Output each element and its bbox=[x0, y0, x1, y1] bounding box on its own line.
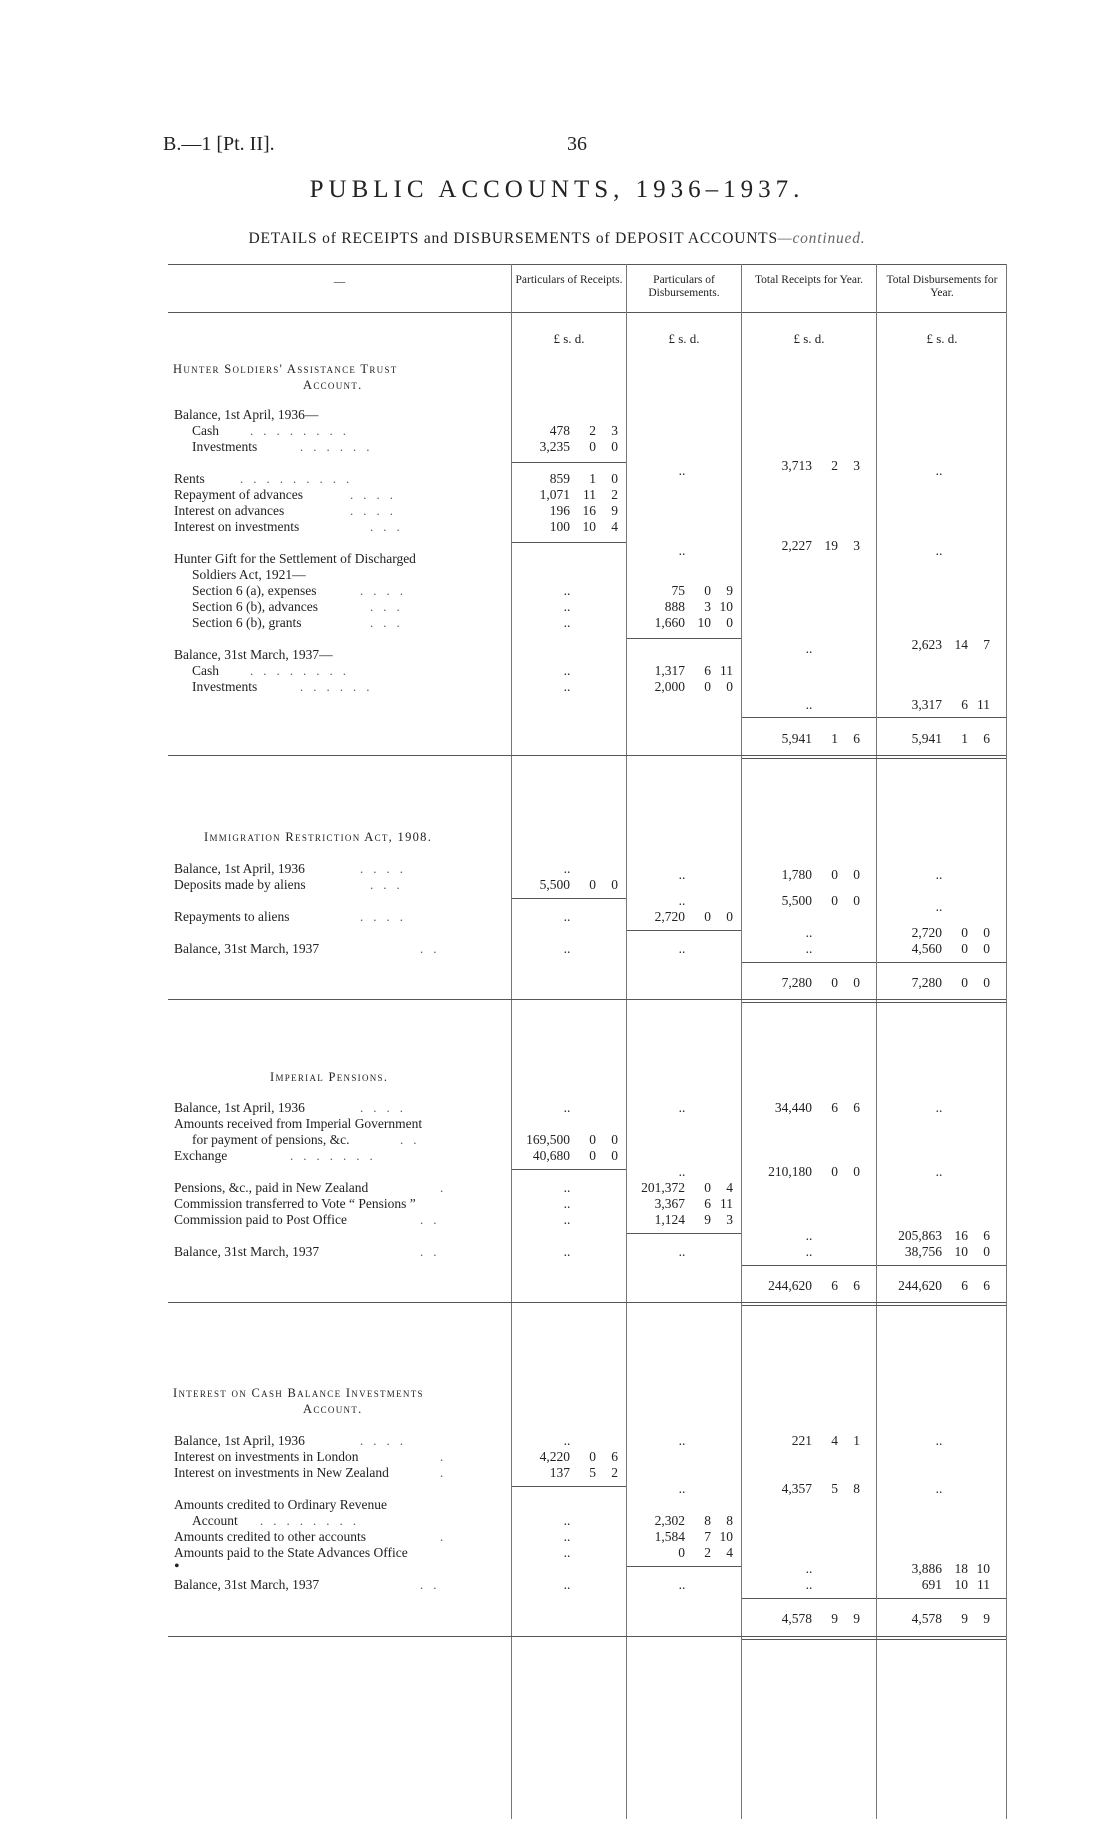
nil-dots: .. bbox=[935, 463, 943, 478]
column-divider bbox=[511, 264, 512, 1819]
subtotal-rule bbox=[512, 898, 626, 899]
page-number: 36 bbox=[567, 133, 587, 155]
table-top-rule bbox=[168, 264, 1006, 265]
currency-heading: £ s. d. bbox=[793, 331, 825, 346]
total-receipt-amount: 1,780 0 0 bbox=[781, 867, 860, 882]
row-label: Repayment of advances bbox=[174, 487, 303, 502]
nil-dots: .. bbox=[678, 1481, 686, 1496]
row-label: Pensions, &c., paid in New Zealand bbox=[174, 1180, 369, 1195]
row-label: Repayments to aliens bbox=[174, 909, 290, 924]
total-disbursement-amount: 3,317 6 11 bbox=[911, 697, 990, 712]
receipt-amount: 1,071 11 2 bbox=[539, 487, 618, 502]
currency-heading: £ s. d. bbox=[668, 331, 700, 346]
leader-dots: .... bbox=[360, 861, 413, 876]
row-label: Balance, 1st April, 1936 bbox=[174, 861, 305, 876]
section-heading: Account. bbox=[303, 1402, 363, 1416]
disbursement-amount: 1,317 6 11 bbox=[654, 663, 733, 678]
total-rule bbox=[742, 717, 876, 718]
total-receipt-amount: 210,180 0 0 bbox=[768, 1164, 860, 1179]
grand-total-receipts: 244,620 6 6 bbox=[768, 1278, 860, 1293]
subtitle-continued: —continued. bbox=[777, 230, 866, 247]
row-label: Balance, 31st March, 1937 bbox=[174, 1244, 320, 1259]
leader-dots: ........ bbox=[250, 423, 356, 438]
nil-dots: .. bbox=[935, 1164, 943, 1179]
header-bottom-rule bbox=[168, 312, 1006, 313]
grand-total-disbursements: 244,620 6 6 bbox=[898, 1278, 990, 1293]
disbursement-amount: 1,660 10 0 bbox=[654, 615, 733, 630]
row-label: Balance, 1st April, 1936— bbox=[174, 407, 319, 422]
header-blank: — bbox=[333, 276, 346, 288]
nil-dots: .. bbox=[563, 663, 571, 678]
receipt-amount: 196 16 9 bbox=[549, 503, 618, 518]
document-reference: B.—1 [Pt. II]. bbox=[163, 133, 275, 155]
leader-dots: ...... bbox=[300, 439, 380, 454]
bullet-mark: • bbox=[174, 1558, 180, 1575]
leader-dots: ........ bbox=[250, 663, 356, 678]
nil-dots: .. bbox=[563, 615, 571, 630]
grand-total-receipts: 5,941 1 6 bbox=[781, 731, 860, 746]
nil-dots: .. bbox=[805, 697, 813, 712]
leader-dots: .... bbox=[360, 583, 413, 598]
total-disbursement-amount: 691 10 11 bbox=[921, 1577, 990, 1592]
total-disbursement-amount: 2,720 0 0 bbox=[911, 925, 990, 940]
nil-dots: .. bbox=[563, 941, 571, 956]
total-disbursement-amount: 4,560 0 0 bbox=[911, 941, 990, 956]
nil-dots: .. bbox=[935, 1433, 943, 1448]
nil-dots: .. bbox=[678, 1577, 686, 1592]
section-rule bbox=[168, 999, 1006, 1000]
section-heading: Hunter Soldiers' Assistance Trust bbox=[173, 362, 398, 376]
total-receipt-amount: 3,713 2 3 bbox=[781, 458, 860, 473]
disbursement-amount: 3,367 6 11 bbox=[654, 1196, 733, 1211]
leader-dots: ........ bbox=[260, 1513, 366, 1528]
double-rule bbox=[742, 1002, 1006, 1003]
receipt-amount: 40,680 0 0 bbox=[532, 1148, 618, 1163]
grand-total-disbursements: 4,578 9 9 bbox=[911, 1611, 990, 1626]
nil-dots: .. bbox=[563, 679, 571, 694]
subtotal-rule bbox=[512, 1486, 626, 1487]
row-label: Amounts paid to the State Advances Office bbox=[174, 1545, 408, 1560]
row-label: Cash bbox=[192, 423, 219, 438]
row-label: Hunter Gift for the Settlement of Discharged bbox=[174, 551, 416, 566]
subtotal-rule bbox=[627, 1566, 741, 1567]
total-receipt-amount: 221 4 1 bbox=[791, 1433, 860, 1448]
leader-dots: .... bbox=[350, 503, 403, 518]
disbursement-amount: 0 2 4 bbox=[678, 1545, 733, 1560]
leader-dots: . bbox=[440, 1180, 454, 1195]
nil-dots: .. bbox=[805, 1561, 813, 1576]
section-rule bbox=[168, 1636, 1006, 1637]
row-label: Balance, 1st April, 1936 bbox=[174, 1433, 305, 1448]
row-label: Investments bbox=[192, 679, 258, 694]
total-rule bbox=[877, 717, 1006, 718]
nil-dots: .. bbox=[563, 1577, 571, 1592]
nil-dots: .. bbox=[678, 463, 686, 478]
leader-dots: . bbox=[440, 1465, 454, 1480]
nil-dots: .. bbox=[563, 909, 571, 924]
total-rule bbox=[742, 962, 876, 963]
total-disbursement-amount: 205,863 16 6 bbox=[898, 1228, 990, 1243]
nil-dots: .. bbox=[935, 899, 943, 914]
column-divider bbox=[626, 264, 627, 1819]
header-total-receipts: Total Receipts for Year. bbox=[754, 274, 864, 286]
leader-dots: .... bbox=[360, 1100, 413, 1115]
disbursement-amount: 2,302 8 8 bbox=[654, 1513, 733, 1528]
row-label: Account bbox=[192, 1513, 238, 1528]
double-rule bbox=[742, 1305, 1006, 1306]
leader-dots: . bbox=[440, 1529, 454, 1544]
disbursement-amount: 1,124 9 3 bbox=[654, 1212, 733, 1227]
total-receipt-amount: 4,357 5 8 bbox=[781, 1481, 860, 1496]
nil-dots: .. bbox=[805, 641, 813, 656]
row-label: Rents bbox=[174, 471, 205, 486]
row-label: Deposits made by aliens bbox=[174, 877, 306, 892]
leader-dots: ......... bbox=[240, 471, 360, 486]
disbursement-amount: 888 3 10 bbox=[664, 599, 733, 614]
section-rule bbox=[168, 755, 1006, 756]
total-receipt-amount: 34,440 6 6 bbox=[774, 1100, 860, 1115]
row-label: Amounts received from Imperial Government bbox=[174, 1116, 423, 1131]
row-label: Amounts credited to Ordinary Revenue bbox=[174, 1497, 387, 1512]
nil-dots: .. bbox=[678, 893, 686, 908]
column-divider bbox=[1006, 264, 1007, 1819]
grand-total-disbursements: 5,941 1 6 bbox=[911, 731, 990, 746]
nil-dots: .. bbox=[805, 1228, 813, 1243]
nil-dots: .. bbox=[563, 861, 571, 876]
nil-dots: .. bbox=[563, 583, 571, 598]
leader-dots: .. bbox=[420, 1577, 447, 1592]
total-rule bbox=[877, 962, 1006, 963]
row-label: Interest on advances bbox=[174, 503, 285, 518]
row-label: Section 6 (b), advances bbox=[192, 599, 318, 614]
row-label: Amounts credited to other accounts bbox=[174, 1529, 366, 1544]
row-label: Exchange bbox=[174, 1148, 228, 1163]
nil-dots: .. bbox=[805, 941, 813, 956]
subtotal-rule bbox=[512, 542, 626, 543]
total-disbursement-amount: 38,756 10 0 bbox=[904, 1244, 990, 1259]
total-rule bbox=[742, 1265, 876, 1266]
leader-dots: ....... bbox=[290, 1148, 383, 1163]
leader-dots: .. bbox=[420, 1244, 447, 1259]
header-particulars-disbursements: Particulars of Disbursements. bbox=[648, 274, 720, 299]
subtotal-rule bbox=[627, 1233, 741, 1234]
nil-dots: .. bbox=[563, 1180, 571, 1195]
column-divider bbox=[741, 264, 742, 1819]
nil-dots: .. bbox=[678, 543, 686, 558]
receipt-amount: 478 2 3 bbox=[549, 423, 618, 438]
total-receipt-amount: 2,227 19 3 bbox=[781, 538, 860, 553]
nil-dots: .. bbox=[678, 1164, 686, 1179]
nil-dots: .. bbox=[805, 1244, 813, 1259]
disbursement-amount: 75 0 9 bbox=[671, 583, 733, 598]
nil-dots: .. bbox=[678, 1100, 686, 1115]
row-label: Interest on investments in London bbox=[174, 1449, 359, 1464]
nil-dots: .. bbox=[563, 1196, 571, 1211]
leader-dots: .. bbox=[400, 1132, 427, 1147]
page-subtitle bbox=[0, 230, 1114, 248]
disbursement-amount: 201,372 0 4 bbox=[641, 1180, 733, 1195]
nil-dots: .. bbox=[805, 1577, 813, 1592]
total-disbursement-amount: 2,623 14 7 bbox=[911, 637, 990, 652]
nil-dots: .. bbox=[678, 1433, 686, 1448]
row-label: Commission paid to Post Office bbox=[174, 1212, 348, 1227]
grand-total-disbursements: 7,280 0 0 bbox=[911, 975, 990, 990]
leader-dots: .... bbox=[360, 909, 413, 924]
row-label: Interest on investments bbox=[174, 519, 300, 534]
nil-dots: .. bbox=[563, 599, 571, 614]
nil-dots: .. bbox=[678, 941, 686, 956]
nil-dots: .. bbox=[563, 1545, 571, 1560]
total-rule bbox=[742, 1598, 876, 1599]
row-label: Section 6 (b), grants bbox=[192, 615, 302, 630]
section-heading: Imperial Pensions. bbox=[270, 1070, 389, 1084]
disbursement-amount: 2,720 0 0 bbox=[654, 909, 733, 924]
nil-dots: .. bbox=[563, 1529, 571, 1544]
receipt-amount: 5,500 0 0 bbox=[539, 877, 618, 892]
total-receipt-amount: 5,500 0 0 bbox=[781, 893, 860, 908]
nil-dots: .. bbox=[678, 1244, 686, 1259]
row-label: Cash bbox=[192, 663, 219, 678]
nil-dots: .. bbox=[805, 925, 813, 940]
leader-dots: .. bbox=[420, 941, 447, 956]
header-particulars-receipts: Particulars of Receipts. bbox=[515, 274, 623, 286]
row-label: for payment of pensions, &c. bbox=[192, 1132, 350, 1147]
row-label: Soldiers Act, 1921— bbox=[192, 567, 306, 582]
leader-dots: ...... bbox=[300, 679, 380, 694]
leader-dots: ... bbox=[370, 877, 410, 892]
grand-total-receipts: 4,578 9 9 bbox=[781, 1611, 860, 1626]
disbursement-amount: 2,000 0 0 bbox=[654, 679, 733, 694]
row-label: Balance, 31st March, 1937 bbox=[174, 1577, 320, 1592]
header-total-disbursements: Total Disbursements for Year. bbox=[886, 274, 998, 299]
leader-dots: ... bbox=[370, 599, 410, 614]
nil-dots: .. bbox=[935, 543, 943, 558]
row-label: Balance, 31st March, 1937— bbox=[174, 647, 333, 662]
subtotal-rule bbox=[627, 930, 741, 931]
nil-dots: .. bbox=[563, 1212, 571, 1227]
section-heading: Immigration Restriction Act, 1908. bbox=[204, 830, 433, 844]
row-label: Section 6 (a), expenses bbox=[192, 583, 317, 598]
row-label: Interest on investments in New Zealand bbox=[174, 1465, 389, 1480]
disbursement-amount: 1,584 7 10 bbox=[654, 1529, 733, 1544]
currency-heading: £ s. d. bbox=[553, 331, 585, 346]
page-title: PUBLIC ACCOUNTS, 1936–1937. bbox=[309, 176, 805, 203]
nil-dots: .. bbox=[678, 867, 686, 882]
receipt-amount: 137 5 2 bbox=[549, 1465, 618, 1480]
double-rule bbox=[742, 1639, 1006, 1640]
total-rule bbox=[877, 1598, 1006, 1599]
row-label: Balance, 31st March, 1937 bbox=[174, 941, 320, 956]
total-rule bbox=[877, 1265, 1006, 1266]
section-heading: Interest on Cash Balance Investments bbox=[173, 1386, 424, 1400]
leader-dots: .. bbox=[420, 1212, 447, 1227]
nil-dots: .. bbox=[563, 1433, 571, 1448]
section-heading: Account. bbox=[303, 378, 363, 392]
section-rule bbox=[168, 1302, 1006, 1303]
receipt-amount: 4,220 0 6 bbox=[539, 1449, 618, 1464]
nil-dots: .. bbox=[935, 1481, 943, 1496]
receipt-amount: 3,235 0 0 bbox=[539, 439, 618, 454]
leader-dots: .... bbox=[350, 487, 403, 502]
total-disbursement-amount: 3,886 18 10 bbox=[911, 1561, 990, 1576]
column-divider bbox=[876, 264, 877, 1819]
grand-total-receipts: 7,280 0 0 bbox=[781, 975, 860, 990]
subtotal-rule bbox=[512, 462, 626, 463]
leader-dots: .... bbox=[360, 1433, 413, 1448]
currency-heading: £ s. d. bbox=[926, 331, 958, 346]
leader-dots: . bbox=[440, 1449, 454, 1464]
double-rule bbox=[742, 758, 1006, 759]
nil-dots: .. bbox=[563, 1100, 571, 1115]
subtotal-rule bbox=[627, 638, 741, 639]
leader-dots: ... bbox=[370, 519, 410, 534]
row-label: Commission transferred to Vote “ Pensions ” bbox=[174, 1196, 416, 1211]
nil-dots: .. bbox=[563, 1513, 571, 1528]
nil-dots: .. bbox=[935, 1100, 943, 1115]
receipt-amount: 859 1 0 bbox=[549, 471, 618, 486]
nil-dots: .. bbox=[935, 867, 943, 882]
receipt-amount: 100 10 4 bbox=[549, 519, 618, 534]
nil-dots: .. bbox=[563, 1244, 571, 1259]
row-label: Balance, 1st April, 1936 bbox=[174, 1100, 305, 1115]
leader-dots: ... bbox=[370, 615, 410, 630]
receipt-amount: 169,500 0 0 bbox=[526, 1132, 618, 1147]
row-label: Investments bbox=[192, 439, 258, 454]
subtotal-rule bbox=[512, 1169, 626, 1170]
subtitle-text: DETAILS of RECEIPTS and DISBURSEMENTS of DEPOSIT ACCOUNTS bbox=[248, 230, 778, 247]
